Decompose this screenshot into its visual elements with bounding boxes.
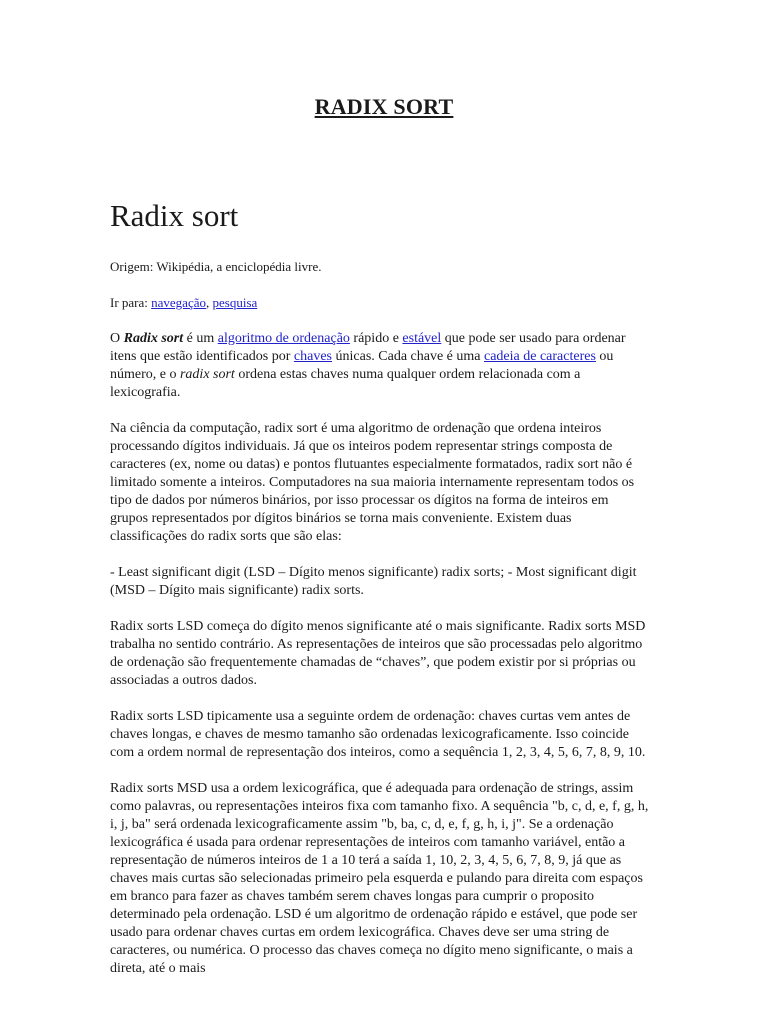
intro-text: que pode ser usado para ordenar itens que estão identificados por — [110, 331, 626, 364]
paragraph-msd-order: Radix sorts MSD usa a ordem lexicográfica, que é adequada para ordenação de strings, assim como palavras, ou representações inteiros fixa com tamanho fixo. A sequência "b, c, d, e, f, g, h, i, j, ba" será ordenada lexicograficamente assim "b, ba, c, d, e, f, g, h, i, j". Se a ordenação lexicográfica é usada para ordenar representações de inteiros com tamanho variável, então a representação de números inteiros de 1 a 10 terá a saída 1, 10, 2, 3, 4, 5, 6, 7, 8, 9, já que as chaves mais curtas são selecionadas primeiro pela esquerda e pulando para direita com espaços em branco para fazer as chaves também serem chaves longas para cumprir o proposito determinado pela ordenação. LSD é um algoritmo de ordenação rápido e estável, que pode ser usado para ordenar chaves curtas em ordem lexicográfica. Chaves deve ser uma string de caracteres, ou numérica. O processo das chaves começa no dígito meno significante, o mais a direta, até o mais — [110, 781, 649, 976]
paragraph-lsd-order: Radix sorts LSD tipicamente usa a seguinte ordem de ordenação: chaves curtas vem antes de chaves longas, e chaves de mesmo tamanho são ordenadas lexicograficamente. Isso coincide com a ordem normal de representação dos inteiros, como a sequência 1, 2, 3, 4, 5, 6, 7, 8, 9, 10. — [110, 709, 646, 760]
intro-text: ordena estas chaves numa qualquer ordem relacionada com a lexicografia. — [110, 367, 581, 400]
search-link[interactable]: pesquisa — [212, 295, 258, 310]
sorting-algorithm-link[interactable]: algoritmo de ordenação — [217, 331, 350, 346]
intro-text: ou número, e o — [110, 349, 614, 382]
stable-link[interactable]: estável — [402, 331, 442, 346]
string-link[interactable]: cadeia de caracteres — [484, 349, 596, 364]
source-line: Origem: Wikipédia, a enciclopédia livre. — [110, 259, 322, 274]
keys-link[interactable]: chaves — [293, 349, 332, 364]
goto-line — [110, 294, 650, 312]
document-title: RADIX SORT — [314, 94, 454, 119]
radix-sort-term: Radix sort — [123, 331, 184, 346]
paragraph-classifications: - Least significant digit (LSD – Dígito menos significante) radix sorts; - Most significant digit (MSD – Dígito mais significante) radix sorts. — [110, 565, 637, 598]
intro-paragraph — [110, 330, 650, 402]
goto-prefix: Ir para: — [110, 295, 152, 310]
paragraph-lsd-msd: Radix sorts LSD começa do dígito menos significante até o mais significante. Radix sorts MSD trabalha no sentido contrário. As representações de inteiros que são processadas pelo algoritmo de ordenação são frequentemente chamadas de “chaves”, que podem existir por si próprias ou associadas a outros dados. — [110, 619, 646, 688]
intro-text: O — [110, 331, 124, 346]
intro-text: únicas. Cada chave é uma — [332, 349, 484, 364]
navigation-link[interactable]: navegação — [151, 295, 206, 310]
article-heading: Radix sort — [110, 198, 239, 233]
intro-text: é um — [183, 331, 218, 346]
paragraph-computer-science: Na ciência da computação, radix sort é uma algoritmo de ordenação que ordena inteiros processando dígitos individuais. Já que os inteiros podem representar strings composta de caracteres (ex, nome ou datas) e pontos flutuantes especialmente formatados, radix sort não é limitado somente a inteiros. Computadores na sua maioria internamente representam todos os tipo de dados por números binários, por isso processar os dígitos na forma de inteiros em grupos representados por dígitos binários se torna mais conveniente. Existem duas classificações do radix sorts que são elas: — [110, 421, 635, 544]
intro-text: rápido e — [349, 331, 403, 346]
goto-separator: , — [206, 295, 213, 310]
radix-sort-italic: radix sort — [179, 367, 235, 382]
article — [110, 196, 650, 996]
